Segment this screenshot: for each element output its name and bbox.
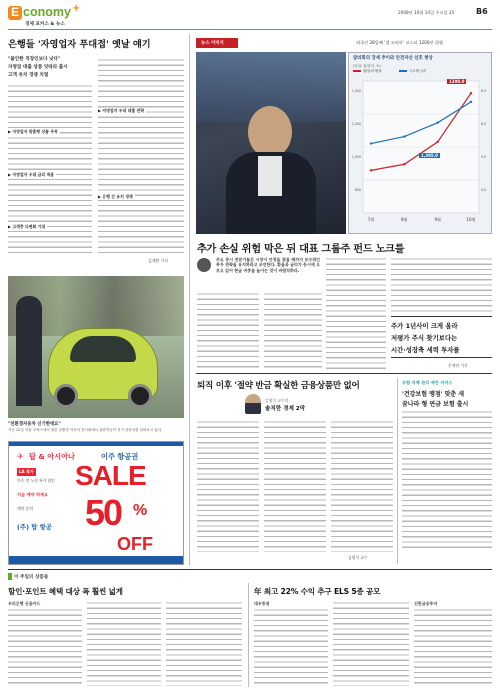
left-subhead-3: ▶ 고객층 다변화 기대	[8, 224, 46, 229]
legend-swatch-1	[353, 70, 361, 72]
banner-text: 외국인 28일째 '셀 코리아' 코스피 1200선 위협	[356, 40, 443, 45]
right-tick-label: 6.5	[481, 89, 487, 93]
chart-legend-1: 원/달러 환율	[363, 69, 382, 73]
pull-quote-line-3: 시간·성장축 세력 투자를	[391, 346, 460, 354]
bond-yield-point	[470, 101, 472, 103]
right-box-label: 보험 자체 관리 제안 서비스	[402, 380, 453, 385]
exchange-rate-point	[470, 92, 472, 94]
left-tick-label: 1,200	[351, 122, 361, 126]
ad-footer	[9, 556, 184, 565]
main-body-col-3	[326, 257, 386, 370]
main-body-col-4	[391, 257, 492, 313]
masthead-rule	[8, 29, 492, 30]
exchange-rate-chart	[348, 52, 492, 234]
bottom-divider	[248, 583, 249, 687]
photo-wheel-left	[54, 384, 78, 408]
pull-quote-line-2: 저평가 주식 찾기보다는	[391, 334, 458, 342]
bottom-section-label-box	[8, 573, 12, 580]
left-tick-label: 800	[354, 188, 361, 192]
chart-right-ticks	[481, 89, 486, 192]
plane-icon: ✈	[17, 452, 24, 461]
pull-quote-line-1: 주가 1년사이 크게 올라	[391, 322, 458, 330]
ad-sub-2: 지금 예약 하세요	[17, 492, 49, 497]
right-box-headline-2: 꿈나라 형 연금 보험 출시	[402, 401, 469, 408]
right-box-body	[402, 410, 492, 552]
right-tick-label: 5.0	[481, 188, 487, 192]
x-tick-label: 7월	[367, 217, 375, 222]
ad-brand-2: 이주 항공권	[101, 452, 139, 461]
ad-sale-text: SALE	[75, 460, 146, 491]
masthead	[0, 0, 500, 28]
photo-person-left	[16, 296, 42, 406]
main-byline: 문재연 기자	[448, 363, 468, 368]
x-tick-label: 8월	[401, 217, 408, 222]
expert-name: 솔직한 경제 2막	[265, 406, 306, 412]
second-body-col-3	[331, 420, 393, 552]
news-banner	[196, 38, 492, 50]
exchange-rate-point	[403, 163, 405, 165]
trading-floor-photo	[196, 52, 346, 234]
left-deck-3: 고객 유치 경쟁 치열	[8, 73, 49, 78]
ad-brand-1: 탑 & 아시아나	[29, 452, 75, 461]
travel-ad	[8, 441, 184, 565]
main-lead: 주요 증시 전문가들은 시장이 안정을 찾을 때까지 보수적인 투자 전략을 유지하라고 조언한다. 환율과 금리가 동시에 오르고 있어 현금 비중을 높이는 것이 바람직하다.	[216, 257, 320, 273]
chart-legend-2: 국고채 금리	[409, 69, 427, 73]
car-photo	[8, 276, 184, 418]
left-deck-1: "불안한 직장인보다 낫다"	[8, 57, 61, 62]
photo-caption: 지난 12일 서울 코엑스에서 열린 친환경 자동차 전시회에서 관람객들이 전기 자동차를 살펴보고 있다.	[8, 428, 163, 432]
ad-sub-1: 미주 전 노선 특가 할인	[17, 478, 55, 483]
left-tick-label: 1,000	[351, 155, 361, 159]
chart-callout-2: 1,395.0	[421, 153, 438, 158]
exchange-rate-point	[370, 169, 372, 171]
ad-phone-label: 예약 문의	[17, 506, 33, 511]
bond-yield-point	[403, 135, 405, 137]
left-headline: 은행들 '자영업자 푸대접' 옛날 얘기	[8, 39, 151, 50]
logo-plus: +	[72, 3, 81, 14]
bottom-right-col-2	[333, 601, 409, 686]
second-body-col-2	[264, 420, 326, 552]
trader-head	[248, 106, 292, 158]
second-byline: 김영석 교수	[348, 555, 368, 560]
left-column-divider	[189, 34, 190, 565]
chart-x-labels	[368, 216, 476, 222]
section-label: 경제 포커스 & 뉴스	[25, 22, 65, 27]
left-deck-2: 자영업 대출 상품 잇따라 출시	[8, 65, 68, 70]
bottom-right-sub-2: 신한금융투자	[414, 601, 438, 606]
left-byline: 김재환 기자	[148, 258, 169, 263]
bottom-right-col-1	[254, 608, 328, 686]
x-tick-label: 9월	[434, 217, 441, 222]
right-box-headline-1: '건강보험 맹점' 맞춘 새	[402, 391, 465, 398]
main-lead-icon	[197, 258, 211, 272]
chart-callout-1: 1390.0	[449, 79, 465, 84]
second-body-col-1	[197, 420, 259, 552]
left-subhead-1: ▶ 자영업자 맞춤형 상품 주목	[8, 129, 58, 134]
bottom-left-col-2	[87, 601, 161, 686]
left-story	[8, 34, 184, 274]
logo-e: E	[11, 5, 20, 19]
left-subhead-2: ▶ 자영업자 우대 금리 적용	[8, 172, 54, 177]
ad-badge: LA 특가	[19, 469, 34, 474]
ad-off: OFF	[117, 534, 153, 554]
bottom-left-col-3	[166, 601, 242, 686]
bottom-right-col-3	[414, 608, 492, 686]
ad-fifty: 50	[85, 492, 122, 533]
left-subhead-5: ▶ 은행 간 유치 경쟁	[98, 194, 133, 199]
bond-yield-point	[436, 121, 438, 123]
bottom-right-sub: 대우증권	[254, 601, 270, 606]
ad-top-strip	[9, 442, 184, 446]
left-body-filler-2	[98, 58, 184, 254]
ad-percent: %	[133, 502, 148, 519]
bottom-section-label: 이 주일의 상품들	[14, 575, 49, 580]
photo-car-window	[70, 336, 136, 362]
main-body-col-1	[197, 292, 259, 370]
right-box-divider	[397, 378, 398, 564]
main-story-bottom-rule	[196, 373, 492, 374]
chart-title: 달러화의 강세 추이와 안전자산 선호 현상	[353, 56, 433, 61]
legend-swatch-2	[399, 70, 407, 72]
x-tick-label: 10월	[466, 217, 476, 222]
left-subhead-4: ▶ 자영업자 우대 대출 전략	[98, 108, 144, 113]
right-tick-label: 5.5	[481, 155, 487, 159]
bond-yield-point	[370, 142, 372, 144]
bottom-left-col-1	[8, 608, 82, 686]
photo-caption-title: "친환경자동차 신기한데요"	[8, 422, 61, 427]
logo-text: conomy	[23, 5, 71, 19]
banner-label: 뉴스 이미지	[201, 41, 224, 46]
second-headline: 퇴직 이후 '절약 반금 확실한 금융상품만 없어	[197, 381, 360, 391]
photo-wheel-right	[128, 384, 152, 408]
bottom-section-rule	[8, 569, 492, 570]
pull-quote	[391, 316, 492, 358]
chart-subtitle: (단위: 원/달러, %)	[353, 64, 381, 68]
ad-company: (주) 탑 항공	[17, 523, 52, 531]
bottom-left-sub: 우리은행 신용카드	[8, 601, 41, 606]
main-body-col-2	[264, 292, 322, 370]
chart-left-ticks	[352, 89, 361, 192]
date-line: 2008년 10월 14일 수요일 35	[398, 10, 455, 15]
expert-photo	[245, 394, 261, 414]
bottom-right-headline: 年 최고 22% 수익 추구 ELS 5종 공모	[254, 587, 381, 596]
page-number: B6	[476, 7, 488, 16]
left-tick-label: 1,400	[351, 89, 361, 93]
bottom-left-headline: 할인·포인트 혜택 대상 폭 훨씬 넓게	[8, 587, 123, 596]
left-body-col-2	[98, 58, 184, 254]
trader-shirt	[258, 156, 282, 196]
exchange-rate-point	[436, 141, 438, 143]
main-headline: 추가 손실 위험 막은 뒤 대표 그룹주 펀드 노크를	[197, 244, 405, 255]
expert-title: 김영석 교수의	[265, 398, 289, 403]
right-tick-label: 6.0	[481, 122, 487, 126]
